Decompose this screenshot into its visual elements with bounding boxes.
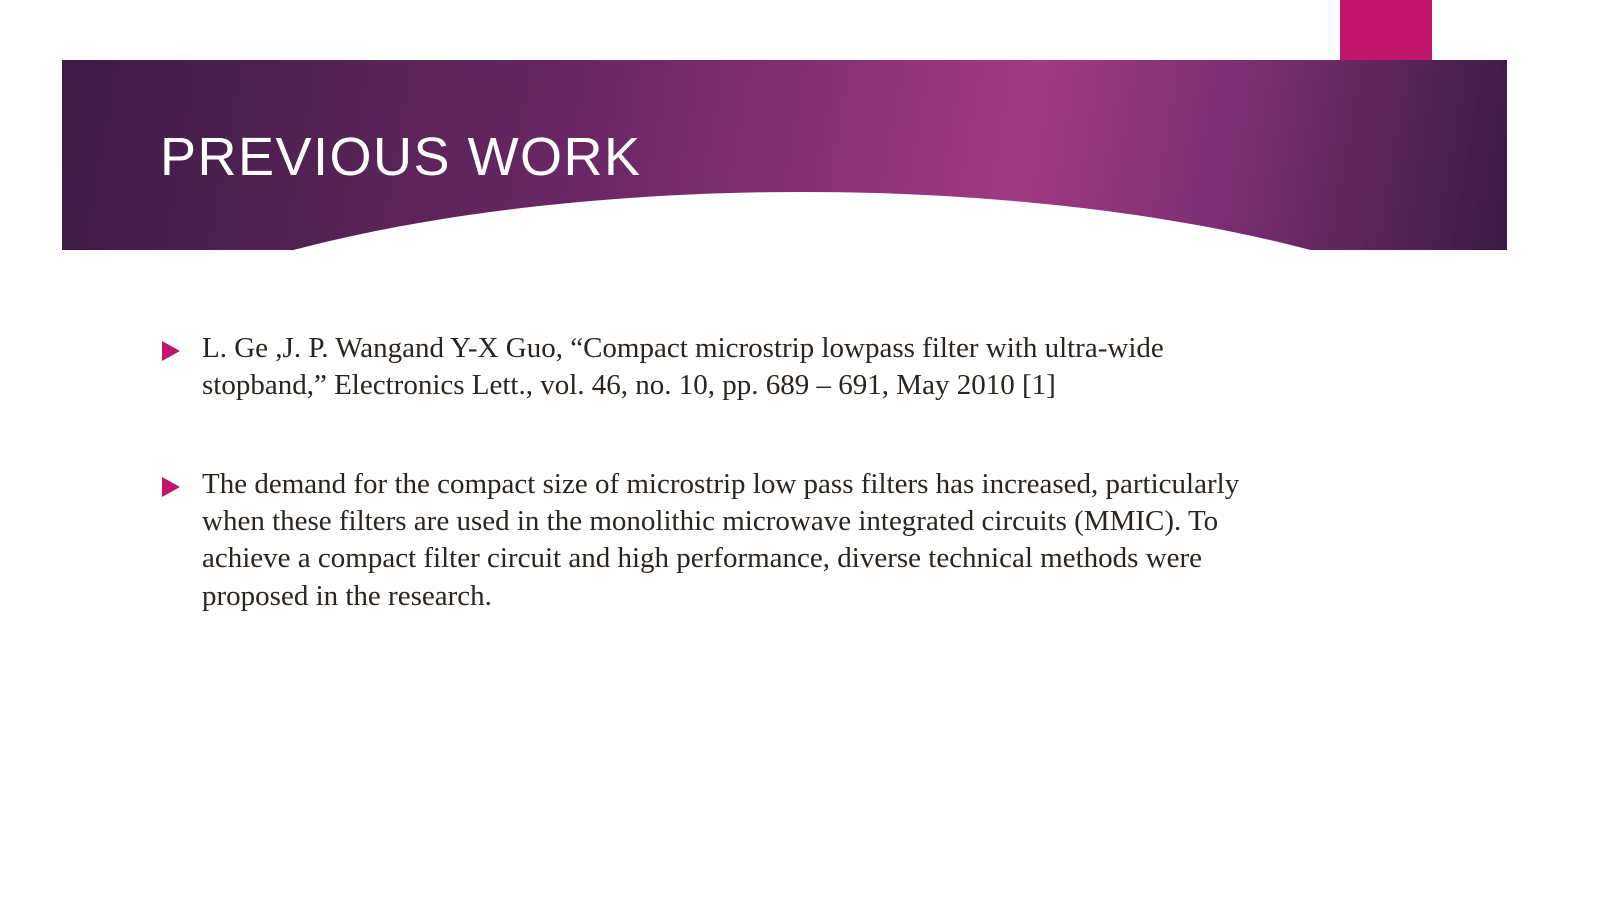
slide-body: [160, 330, 1290, 615]
list-item-text: The demand for the compact size of microstrip low pass filters has increased, particularly when these filters are used in the monolithic microwave integrated circuits (MMIC). To achieve a compact filter circuit and high performance, diverse technical methods were proposed in the research.: [202, 468, 1240, 612]
list-item: [160, 330, 1290, 404]
list-item-text: L. Ge ,J. P. Wangand Y-X Guo, “Compact microstrip lowpass filter with ultra-wide stopband,” Electronics Lett., vol. 46, no. 10, pp. 689 – 691, May 2010 [1]: [202, 332, 1164, 402]
triangle-bullet-icon: [160, 330, 202, 363]
list-item: [160, 466, 1290, 614]
page-title: PREVIOUS WORK: [160, 127, 642, 187]
triangle-bullet-icon: [160, 466, 202, 499]
